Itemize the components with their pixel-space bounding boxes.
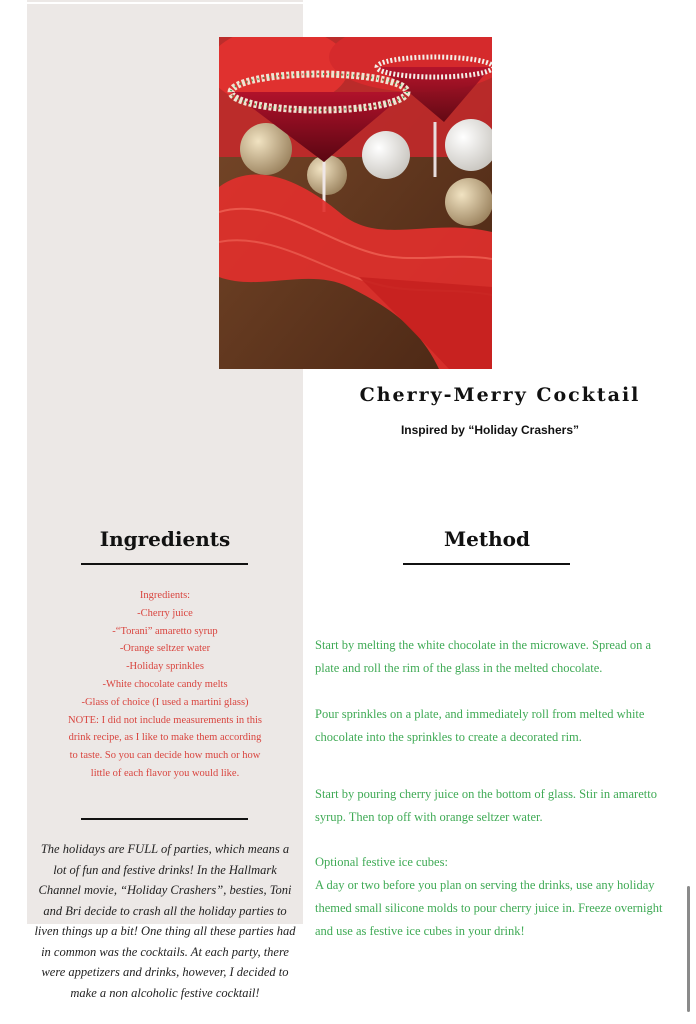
recipe-title: Cherry-Merry Cocktail bbox=[359, 384, 641, 406]
ingredient-line: -White chocolate candy melts bbox=[102, 678, 228, 690]
recipe-subtitle: Inspired by “Holiday Crashers” bbox=[400, 423, 580, 437]
story-divider bbox=[81, 818, 248, 820]
method-heading: Method bbox=[444, 527, 530, 551]
cocktail-photo-illustration bbox=[219, 37, 492, 369]
method-step-2: Pour sprinkles on a plate, and immediately roll from melted white chocolate into the sprinkles to create a decorated rim. bbox=[315, 707, 645, 744]
ingredient-note: drink recipe, as I like to make them according bbox=[68, 732, 262, 744]
ingredient-line: -Glass of choice (I used a martini glass) bbox=[81, 696, 249, 708]
ingredient-note: little of each flavor you would like. bbox=[90, 767, 240, 779]
method-step-1: Start by melting the white chocolate in the microwave. Spread on a plate and roll the rim of the glass in the melted chocolate. bbox=[315, 638, 652, 675]
method-step-4: A day or two before you plan on serving the drinks, use any holiday themed small silicone molds to pour cherry juice in. Freeze overnight and use as festive ice cubes in your drink! bbox=[315, 878, 663, 938]
story-paragraph: The holidays are FULL of parties, which means a lot of fun and festive drinks! In the Hallmark Channel movie, “Holiday Crashers”, besties, Toni and Bri decide to crash all the holiday parties to liven things up a bit! One thing all these parties had in common was the cocktails. At each party, there were appetizers and drinks, however, I decided to make a non alcoholic festive cocktail! bbox=[34, 842, 296, 1000]
ingredient-note: NOTE: I did not include measurements in this bbox=[68, 714, 262, 726]
ingredients-heading: Ingredients bbox=[99, 527, 231, 551]
ingredients-list bbox=[40, 587, 290, 783]
ingredients-heading-rule bbox=[81, 563, 248, 565]
method-heading-rule bbox=[403, 563, 570, 565]
ingredient-line: -“Torani” amaretto syrup bbox=[112, 625, 218, 637]
ingredient-line: -Orange seltzer water bbox=[119, 643, 211, 655]
method-optional-heading: Optional festive ice cubes: bbox=[315, 855, 448, 869]
ingredient-line: -Holiday sprinkles bbox=[126, 661, 204, 673]
ingredient-line: Ingredients: bbox=[139, 590, 191, 601]
scrollbar[interactable] bbox=[687, 886, 690, 1012]
ingredient-note: to taste. So you can decide how much or how bbox=[69, 750, 261, 762]
top-rule bbox=[27, 2, 303, 4]
cocktail-photo bbox=[219, 37, 492, 369]
ingredient-line: -Cherry juice bbox=[137, 607, 193, 619]
method-step-3: Start by pouring cherry juice on the bottom of glass. Stir in amaretto syrup. Then top off with orange seltzer water. bbox=[315, 787, 657, 824]
